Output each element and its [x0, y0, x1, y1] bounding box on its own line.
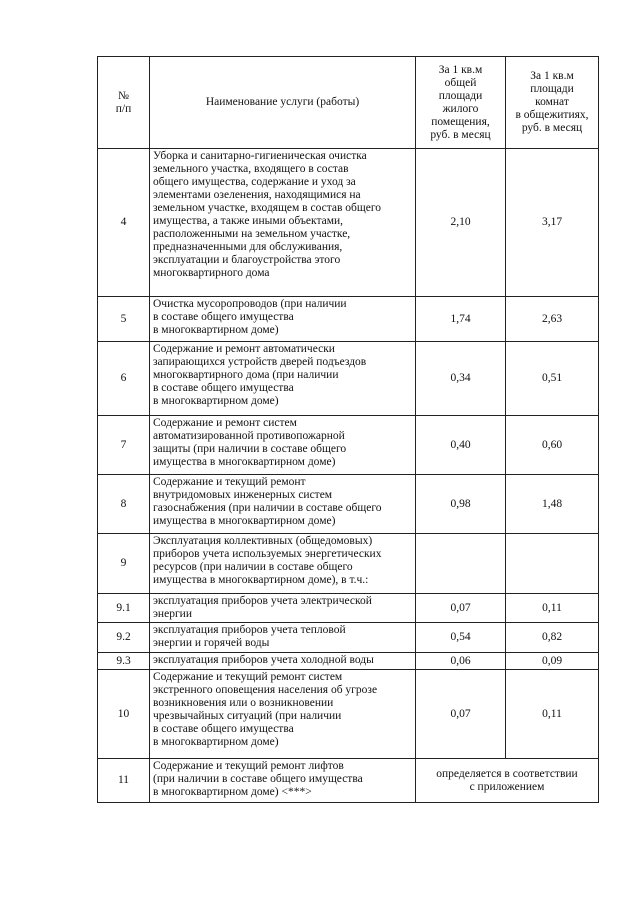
- table-row: [98, 759, 599, 803]
- dormitory-rate: 0,51: [506, 342, 599, 416]
- row-number: 9.2: [98, 623, 150, 653]
- residential-rate: 0,54: [416, 623, 506, 653]
- row-number: 10: [98, 670, 150, 759]
- service-name: эксплуатация приборов учета электрической энергии: [150, 594, 416, 623]
- row-number: 9.3: [98, 653, 150, 670]
- table-row: [98, 534, 599, 594]
- service-name: Содержание и ремонт систем автоматизированной противопожарной защиты (при наличии в составе общего имущества в многоквартирном доме): [150, 416, 416, 475]
- dormitory-rate: 0,60: [506, 416, 599, 475]
- header-residential-rate: За 1 кв.м общей площади жилого помещения, руб. в месяц: [416, 57, 506, 149]
- dormitory-rate: 0,82: [506, 623, 599, 653]
- service-name: эксплуатация приборов учета холодной воды: [150, 653, 416, 670]
- row-number: 8: [98, 475, 150, 534]
- service-name: Содержание и текущий ремонт систем экстренного оповещения населения об угрозе возникновения или о возникновении чрезвычайных ситуаций (при наличии в составе общего имущества в многоквартирном доме): [150, 670, 416, 759]
- row-number: 6: [98, 342, 150, 416]
- dormitory-rate: 1,48: [506, 475, 599, 534]
- table-row: [98, 342, 599, 416]
- dormitory-rate: 2,63: [506, 297, 599, 342]
- service-name: Очистка мусоропроводов (при наличии в составе общего имущества в многоквартирном доме): [150, 297, 416, 342]
- residential-rate: [416, 534, 506, 594]
- table-row: [98, 416, 599, 475]
- table-header-row: [98, 57, 599, 149]
- merged-rate-note: определяется в соответствии с приложением: [416, 759, 599, 803]
- service-name: Содержание и текущий ремонт внутридомовых инженерных систем газоснабжения (при наличии в составе общего имущества в многоквартирном доме): [150, 475, 416, 534]
- residential-rate: 0,07: [416, 594, 506, 623]
- row-number: 4: [98, 149, 150, 297]
- residential-rate: 0,98: [416, 475, 506, 534]
- residential-rate: 0,34: [416, 342, 506, 416]
- table-row: [98, 670, 599, 759]
- service-name: Содержание и текущий ремонт лифтов (при наличии в составе общего имущества в многоквартирном доме) <***>: [150, 759, 416, 803]
- row-number: 9.1: [98, 594, 150, 623]
- residential-rate: 1,74: [416, 297, 506, 342]
- service-name: Содержание и ремонт автоматически запирающихся устройств дверей подъездов многоквартирного дома (при наличии в составе общего имущества в многоквартирном доме): [150, 342, 416, 416]
- residential-rate: 2,10: [416, 149, 506, 297]
- table-row: [98, 653, 599, 670]
- row-number: 11: [98, 759, 150, 803]
- header-service-name: Наименование услуги (работы): [150, 57, 416, 149]
- table-row: [98, 297, 599, 342]
- residential-rate: 0,40: [416, 416, 506, 475]
- table-row: [98, 475, 599, 534]
- row-number: 7: [98, 416, 150, 475]
- row-number: 9: [98, 534, 150, 594]
- service-name: Эксплуатация коллективных (общедомовых) приборов учета используемых энергетических ресурсов (при наличии в составе общего имущества в многоквартирном доме), в т.ч.:: [150, 534, 416, 594]
- row-number: 5: [98, 297, 150, 342]
- dormitory-rate: 0,09: [506, 653, 599, 670]
- residential-rate: 0,06: [416, 653, 506, 670]
- dormitory-rate: 0,11: [506, 670, 599, 759]
- service-name: эксплуатация приборов учета тепловой энергии и горячей воды: [150, 623, 416, 653]
- service-name: Уборка и санитарно-гигиеническая очистка земельного участка, входящего в состав общего имущества, содержание и уход за элементами озеленения, находящимися на земельном участке, входящем в состав общего имущества, а также иными объектами, расположенными на земельном участке, предназначенными для обслуживания, эксплуатации и благоустройства этого многоквартирного дома: [150, 149, 416, 297]
- table-row: [98, 623, 599, 653]
- dormitory-rate: [506, 534, 599, 594]
- header-dormitory-rate: За 1 кв.м площади комнат в общежитиях, руб. в месяц: [506, 57, 599, 149]
- table-row: [98, 149, 599, 297]
- header-number: № п/п: [98, 57, 150, 149]
- dormitory-rate: 0,11: [506, 594, 599, 623]
- tariff-table: [97, 56, 599, 803]
- dormitory-rate: 3,17: [506, 149, 599, 297]
- table-row: [98, 594, 599, 623]
- residential-rate: 0,07: [416, 670, 506, 759]
